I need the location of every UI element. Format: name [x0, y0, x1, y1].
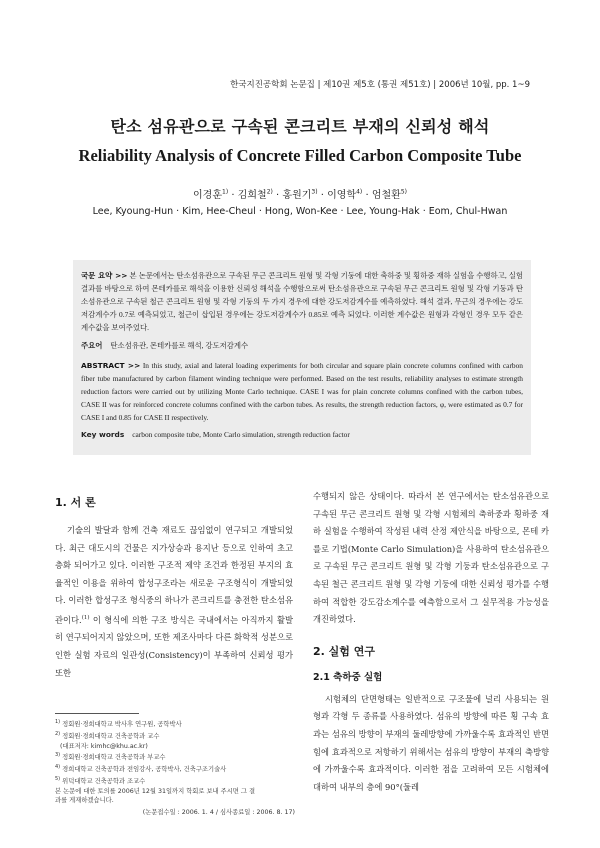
author-mark: 5) [400, 188, 407, 196]
footnote-item: $^{5)}$ 위덕대학교 건축공학과 조교수 [55, 775, 146, 785]
introduction-paragraph [55, 522, 293, 682]
footnotes [55, 718, 295, 818]
paper-title-english: Reliability Analysis of Concrete Filled Carbon Composite Tube [78, 146, 522, 165]
paper-title-korean: 탄소 섬유관으로 구속된 콘크리트 부재의 신뢰성 해석 [110, 117, 490, 136]
section-heading-experiment: 2. 실험 연구 [313, 644, 375, 658]
keywords-korean-text: 탄소섬유관, 몬테카를로 해석, 강도저감계수 [110, 341, 249, 350]
author-name: 김희철 [237, 190, 267, 201]
author-name: 엄철환 [371, 190, 401, 201]
left-column [55, 490, 293, 682]
footnote-item: (대표저자: kimhc@khu.ac.kr) [60, 742, 148, 750]
submission-dates: (논문접수일 : 2006. 1. 4 / 심사종료일 : 2006. 8. 17) [142, 809, 295, 817]
introduction-text-part1: 기술의 발달과 함께 건축 재료도 끊임없이 연구되고 개발되었다. 최근 대도시의 건물은 지가상승과 용지난 등으로 인하여 초고층화 되어가고 있다. 이러한 구조적 제약 조건과 한정된 부지의 효율적인 이용을 위하여 합성구조라는 새로운 구조형식이 개발되었다. 이러한 합성구조 형식중의 하나가 콘크리트를 충전한 탄소섬유관이다. [55, 525, 293, 625]
keywords-english [81, 430, 523, 439]
author-separator: · [317, 190, 328, 201]
author-name: 이경훈 [193, 190, 222, 201]
abstract-korean-label: 국문 요약 >> [81, 271, 128, 280]
footnote-item: $^{2)}$ 정회원·경희대학교 건축공학과 교수 [55, 730, 160, 740]
abstract-korean-text: 본 논문에서는 탄소섬유관으로 구속된 무근 콘크리트 원형 및 각형 기둥에 대한 축하중 및 횡하중 재하 실험을 수행하고, 실험결과를 바탕으로 하여 몬테카를로 해석을 이용한 신뢰성 해석을 수행함으로써 탄소섬유관으로 구속된 무근 콘크리트 원형 및 각형 기둥과 탄소섬유관으로 구속된 철근 콘크리트 원형 및 각형 기둥의 두 가지 경우에 대한 강도저감계수를 예측하였다. 해석 결과, 무근의 경우에는 강도저감계수가 0.7로 예측되었고, 철근이 삽입된 경우에는 강도저감계수가 0.85로 예측 되었다. 이러한 계수값은 원형과 각형인 경우 모두 같은 계수값을 보여주었다. [81, 271, 524, 332]
abstract-english-text: In this study, axial and lateral loading experiments for both circular and square plain concrete columns confined with carbon fiber tube manufactured by carbon filament winding technique were performed. Based on the test results, reliability analyses to estimate strength reduction factors were carried out by utilizing Monte Carlo technique. CASE I was for plain concrete columns confined with the carbon tubes, CASE II was for reinforced concrete columns confined with the carbon tubes. As results, the strength reduction factors, φ, were estimated as 0.7 for CASE I and 0.85 for CASE II respectively. [81, 361, 523, 422]
citation-mark: (1) [81, 614, 90, 621]
author-list-korean [0, 186, 600, 201]
author-mark: 1) [222, 188, 229, 196]
author-name: 이영학 [327, 190, 357, 201]
author-mark: 2) [266, 188, 273, 196]
footnote-item: $^{3)}$ 정회원·경희대학교 건축공학과 부교수 [55, 752, 166, 762]
keywords-korean-label: 주요어 [81, 341, 103, 350]
author-separator: · [272, 190, 283, 201]
footnote-divider [55, 713, 139, 714]
author-mark: 4) [356, 188, 363, 196]
author-name: 홍원기 [282, 190, 312, 201]
author-list-english: Lee, Kyoung-Hun · Kim, Hee-Cheul · Hong, Won-Kee · Lee, Young-Hak · Eom, Chul-Hwan [92, 206, 508, 217]
author-separator: · [228, 190, 238, 201]
author-separator: · [362, 190, 372, 201]
abstract-box [73, 260, 531, 455]
abstract-english-label: ABSTRACT >> [81, 361, 141, 370]
introduction-continuation: 수행되지 않은 상태이다. 따라서 본 연구에서는 탄소섬유관으로 구속된 무근 콘크리트 원형 및 각형 시험체의 축하중과 횡하중 재하 실험을 수행하여 작성된 내력 산정 제안식을 바탕으로, 몬테 카를로 기법(Monte Carlo Simulation)을 사용하여 탄소섬유관으로 구속된 무근 콘크리트 원형 및 각형 기둥과 탄소섬유관으로 구속된 철근 콘크리트 원형 및 각형 기둥에 대한 신뢰성 평가를 수행하여 적합한 강도감소계수를 예측함으로서 그 실무적용 가능성을 개진하였다. [313, 491, 549, 625]
abstract-english [81, 359, 523, 424]
footnote-item: $^{1)}$ 정회원·경희대학교 박사후 연구원, 공학박사 [55, 719, 182, 729]
keywords-english-text: carbon composite tube, Monte Carlo simulation, strength reduction factor [132, 430, 350, 439]
right-column [313, 488, 549, 796]
section-heading-introduction: 1. 서 론 [55, 496, 96, 509]
keywords-korean [81, 340, 523, 351]
author-mark: 3) [311, 188, 318, 196]
axial-test-paragraph: 시험체의 단면형태는 일반적으로 구조물에 널리 사용되는 원형과 각형 두 종류를 사용하였다. 섬유의 방향에 따른 횡 구속 효과는 섬유의 방향이 부재의 둘레방향에 가까울수록 효과적인 반면 힘에 효과적으로 저항하기 위해서는 섬유의 방향이 부재의 축방향에 가까울수록 효과적이다. 이러한 점을 고려하여 모든 시험체에 대하여 내부의 층에 90°(둘레 [313, 693, 549, 792]
journal-header: 한국지진공학회 논문집 | 제10권 제5호 (통권 제51호) | 2006년 10월, pp. 1~9 [230, 80, 530, 90]
footnote-item: 과를 게재하겠습니다. [55, 797, 114, 805]
keywords-english-label: Key words [81, 430, 125, 439]
abstract-korean [81, 269, 523, 334]
footnote-item: 본 논문에 대한 토의를 2006년 12월 31일까지 학회로 보내 주시면 그 결 [55, 787, 256, 795]
introduction-text-part2: 이 형식에 의한 구조 방식은 국내에서는 아직까지 활발히 연구되어지지 않았으며, 또한 제조사마다 다른 화학적 성분으로 인한 실험 자료의 일관성(Consistency)이 부족하여 신뢰성 평가 또한 [55, 614, 293, 678]
subsection-heading-axial-test: 2.1 축하중 실험 [313, 671, 383, 683]
footnote-item: $^{4)}$ 경희대학교 건축공학과 전임강사, 공학박사, 건축구조기술사 [55, 764, 227, 774]
